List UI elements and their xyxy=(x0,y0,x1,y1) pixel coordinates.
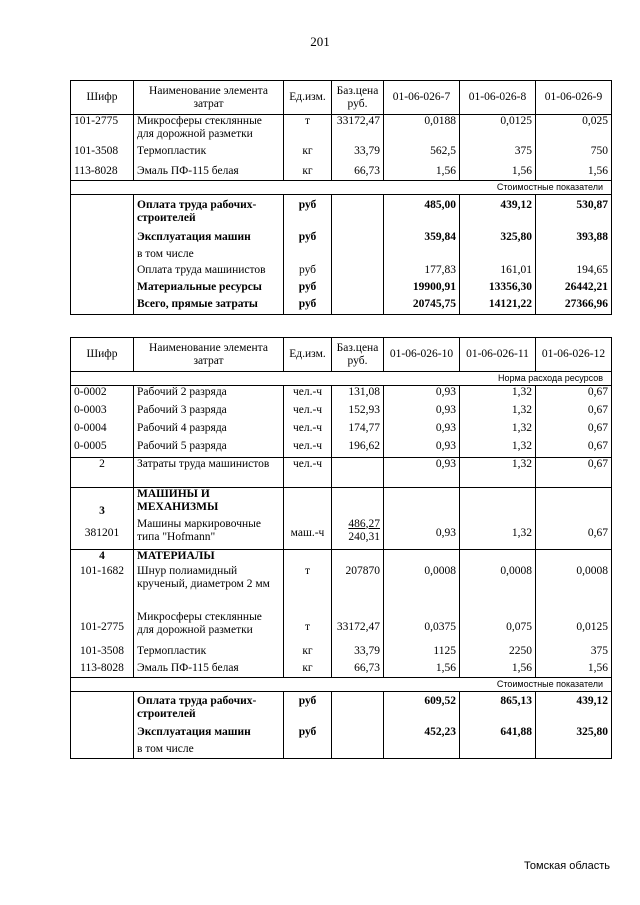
cost-value: 641,88 xyxy=(460,726,536,743)
row-name: Машины маркировочные типа "Hofmann" xyxy=(134,518,284,550)
cost-value: 19900,91 xyxy=(384,281,460,298)
cost-row xyxy=(71,743,612,759)
cost-name: Эксплуатация машин xyxy=(134,726,284,743)
cost-value: 161,01 xyxy=(460,264,536,281)
cost-value: 177,83 xyxy=(384,264,460,281)
cost-row xyxy=(71,195,612,231)
row-value: 0,67 xyxy=(536,458,612,488)
row-unit: чел.-ч xyxy=(284,422,332,440)
cost-row xyxy=(71,248,612,264)
row-price: 66,73 xyxy=(332,165,384,181)
row-value: 1,56 xyxy=(460,662,536,678)
cost-value: 26442,21 xyxy=(536,281,612,298)
cost-value: 325,80 xyxy=(460,231,536,248)
header-unit: Ед.изм. xyxy=(284,81,332,115)
row-name: Рабочий 3 разряда xyxy=(134,404,284,422)
row-value: 0,075 xyxy=(460,611,536,645)
cost-value: 359,84 xyxy=(384,231,460,248)
norms-table-1 xyxy=(70,80,612,315)
row-value: 1,32 xyxy=(460,518,536,550)
cost-value: 325,80 xyxy=(536,726,612,743)
header-name: Наименование элемента затрат xyxy=(134,81,284,115)
cost-value: 485,00 xyxy=(384,195,460,231)
cost-row xyxy=(71,231,612,248)
row-unit: чел.-ч xyxy=(284,458,332,488)
table-row xyxy=(71,404,612,422)
row-value: 0,0008 xyxy=(460,565,536,611)
row-value: 1,32 xyxy=(460,386,536,404)
row-unit: т xyxy=(284,565,332,611)
header-col: 01-06-026-8 xyxy=(460,81,536,115)
section-title: МАТЕРИАЛЫ xyxy=(134,550,284,565)
row-code: 101-3508 xyxy=(71,645,134,662)
row-price: 33172,47 xyxy=(332,115,384,145)
section-code: 3 xyxy=(71,488,134,518)
row-unit: кг xyxy=(284,645,332,662)
row-price: 152,93 xyxy=(332,404,384,422)
row-value: 1,32 xyxy=(460,404,536,422)
table-row xyxy=(71,440,612,458)
row-value: 1,32 xyxy=(460,422,536,440)
row-value: 0,67 xyxy=(536,440,612,458)
page-number: 201 xyxy=(310,34,330,49)
row-unit: т xyxy=(284,611,332,645)
row-name: Рабочий 5 разряда xyxy=(134,440,284,458)
row-value: 0,93 xyxy=(384,518,460,550)
row-name: Термопластик xyxy=(134,645,284,662)
header-price: Баз.цена руб. xyxy=(332,81,384,115)
row-code: 0-0005 xyxy=(71,440,134,458)
row-value: 750 xyxy=(536,145,612,165)
table-row xyxy=(71,165,612,181)
row-value: 0,93 xyxy=(384,440,460,458)
row-name: Рабочий 4 разряда xyxy=(134,422,284,440)
table-row xyxy=(71,386,612,404)
header-code: Шифр xyxy=(71,338,134,372)
row-price xyxy=(332,458,384,488)
row-name: Эмаль ПФ-115 белая xyxy=(134,662,284,678)
row-value: 0,93 xyxy=(384,458,460,488)
row-value: 0,93 xyxy=(384,386,460,404)
row-price: 66,73 xyxy=(332,662,384,678)
cost-value: 609,52 xyxy=(384,692,460,726)
cost-value: 865,13 xyxy=(460,692,536,726)
cost-indicators-label: Стоимостные показатели xyxy=(71,181,612,195)
table-row xyxy=(71,645,612,662)
section-code: 4 xyxy=(71,550,134,565)
row-value: 1,56 xyxy=(460,165,536,181)
table-row xyxy=(71,422,612,440)
row-name: Микросферы стеклянные для дорожной разметки xyxy=(134,611,284,645)
row-unit: чел.-ч xyxy=(284,386,332,404)
cost-row xyxy=(71,298,612,315)
row-value: 0,0375 xyxy=(384,611,460,645)
cost-name: Оплата труда рабочих-строителей xyxy=(134,195,284,231)
table-row xyxy=(71,115,612,145)
cost-name: Всего, прямые затраты xyxy=(134,298,284,315)
row-value: 1,56 xyxy=(384,662,460,678)
row-value: 375 xyxy=(460,145,536,165)
row-value: 375 xyxy=(536,645,612,662)
row-value: 0,0008 xyxy=(384,565,460,611)
cost-name: Эксплуатация машин xyxy=(134,231,284,248)
row-price: 33,79 xyxy=(332,645,384,662)
row-value: 562,5 xyxy=(384,145,460,165)
resource-norms-label: Норма расхода ресурсов xyxy=(71,372,612,386)
row-value: 0,67 xyxy=(536,518,612,550)
header-col: 01-06-026-9 xyxy=(536,81,612,115)
header-col: 01-06-026-10 xyxy=(384,338,460,372)
row-value: 0,67 xyxy=(536,386,612,404)
norms-table-2 xyxy=(70,337,612,759)
table-row xyxy=(71,458,612,488)
table-row xyxy=(71,565,612,611)
cost-value: 439,12 xyxy=(460,195,536,231)
row-name: Затраты труда машинистов xyxy=(134,458,284,488)
cost-unit: руб xyxy=(284,692,332,726)
row-price: 174,77 xyxy=(332,422,384,440)
cost-value: 27366,96 xyxy=(536,298,612,315)
cost-unit: руб xyxy=(284,195,332,231)
row-code: 0-0003 xyxy=(71,404,134,422)
header-name: Наименование элемента затрат xyxy=(134,338,284,372)
row-unit: т xyxy=(284,115,332,145)
header-col: 01-06-026-11 xyxy=(460,338,536,372)
row-value: 1,56 xyxy=(536,662,612,678)
row-unit: кг xyxy=(284,145,332,165)
row-code: 2 xyxy=(71,458,134,488)
cost-value: 530,87 xyxy=(536,195,612,231)
table-row xyxy=(71,611,612,645)
header-price: Баз.цена руб. xyxy=(332,338,384,372)
row-value: 0,67 xyxy=(536,404,612,422)
section-row xyxy=(71,488,612,518)
cost-value: 13356,30 xyxy=(460,281,536,298)
row-code: 101-2775 xyxy=(71,115,134,145)
cost-value: 194,65 xyxy=(536,264,612,281)
row-price: 207870 xyxy=(332,565,384,611)
row-unit: маш.-ч xyxy=(284,518,332,550)
row-price: 33,79 xyxy=(332,145,384,165)
cost-unit: руб xyxy=(284,281,332,298)
cost-name: в том числе xyxy=(134,743,284,759)
section-row xyxy=(71,550,612,565)
cost-unit: руб xyxy=(284,231,332,248)
row-value: 0,0125 xyxy=(460,115,536,145)
price-secondary: 240,31 xyxy=(348,530,380,543)
cost-row xyxy=(71,264,612,281)
row-code: 0-0004 xyxy=(71,422,134,440)
cost-name: в том числе xyxy=(134,248,284,264)
cost-value: 20745,75 xyxy=(384,298,460,315)
cost-name: Материальные ресурсы xyxy=(134,281,284,298)
row-code: 113-8028 xyxy=(71,662,134,678)
cost-unit: руб xyxy=(284,264,332,281)
cost-name: Оплата труда машинистов xyxy=(134,264,284,281)
cost-value: 452,23 xyxy=(384,726,460,743)
row-name: Шнур полиамидный крученый, диаметром 2 мм xyxy=(134,565,284,611)
cost-row xyxy=(71,692,612,726)
cost-unit: руб xyxy=(284,298,332,315)
row-value: 0,0125 xyxy=(536,611,612,645)
row-value: 2250 xyxy=(460,645,536,662)
section-title: МАШИНЫ И МЕХАНИЗМЫ xyxy=(134,488,284,518)
header-code: Шифр xyxy=(71,81,134,115)
row-value: 0,67 xyxy=(536,422,612,440)
row-code: 101-3508 xyxy=(71,145,134,165)
cost-unit: руб xyxy=(284,726,332,743)
row-value: 1125 xyxy=(384,645,460,662)
row-name: Микросферы стеклянные для дорожной разметки xyxy=(134,115,284,145)
footer-region: Томская область xyxy=(524,860,610,872)
row-unit: чел.-ч xyxy=(284,440,332,458)
price-primary: 486,27 xyxy=(348,517,380,530)
row-value: 0,025 xyxy=(536,115,612,145)
cost-row xyxy=(71,726,612,743)
row-code: 381201 xyxy=(71,518,134,550)
row-value: 0,93 xyxy=(384,422,460,440)
row-code: 101-2775 xyxy=(71,611,134,645)
table-row xyxy=(71,145,612,165)
row-value: 1,32 xyxy=(460,458,536,488)
row-value: 0,0188 xyxy=(384,115,460,145)
row-price: 33172,47 xyxy=(332,611,384,645)
header-col: 01-06-026-12 xyxy=(536,338,612,372)
row-unit: чел.-ч xyxy=(284,404,332,422)
row-value: 1,56 xyxy=(384,165,460,181)
row-unit: кг xyxy=(284,165,332,181)
row-name: Рабочий 2 разряда xyxy=(134,386,284,404)
cost-indicators-label: Стоимостные показатели xyxy=(71,678,612,692)
cost-value: 14121,22 xyxy=(460,298,536,315)
row-price xyxy=(332,518,384,550)
cost-row xyxy=(71,281,612,298)
row-unit: кг xyxy=(284,662,332,678)
row-code: 0-0002 xyxy=(71,386,134,404)
row-code: 113-8028 xyxy=(71,165,134,181)
row-name: Эмаль ПФ-115 белая xyxy=(134,165,284,181)
cost-value: 439,12 xyxy=(536,692,612,726)
cost-value: 393,88 xyxy=(536,231,612,248)
table-row xyxy=(71,662,612,678)
row-price: 196,62 xyxy=(332,440,384,458)
row-value: 0,93 xyxy=(384,404,460,422)
row-value: 0,0008 xyxy=(536,565,612,611)
header-col: 01-06-026-7 xyxy=(384,81,460,115)
row-name: Термопластик xyxy=(134,145,284,165)
header-unit: Ед.изм. xyxy=(284,338,332,372)
table-row xyxy=(71,518,612,550)
cost-name: Оплата труда рабочих-строителей xyxy=(134,692,284,726)
row-value: 1,56 xyxy=(536,165,612,181)
row-value: 1,32 xyxy=(460,440,536,458)
row-price: 131,08 xyxy=(332,386,384,404)
row-code: 101-1682 xyxy=(71,565,134,611)
